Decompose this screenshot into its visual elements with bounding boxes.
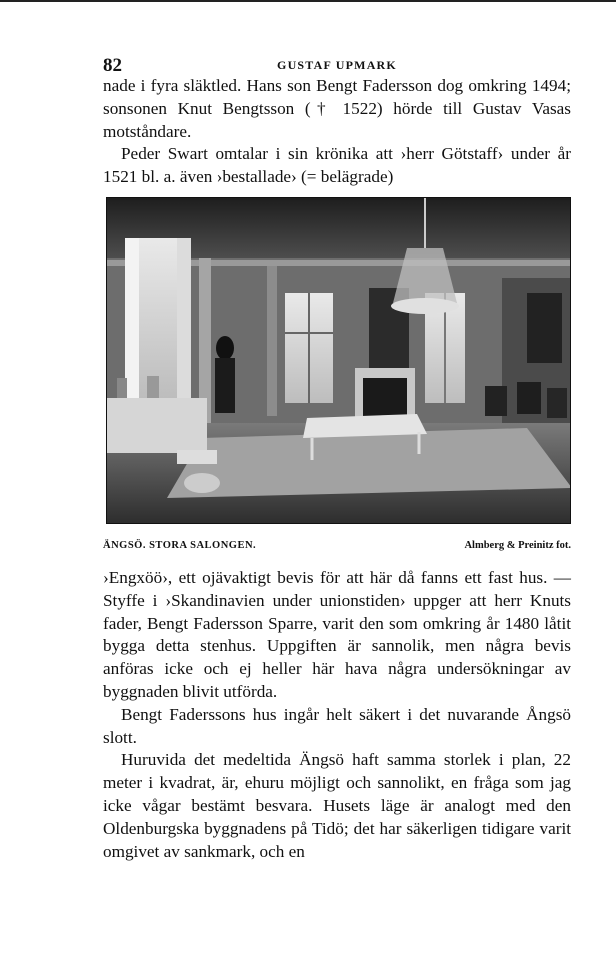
top-rule: [0, 0, 616, 2]
body-text-block: [103, 567, 571, 863]
top-text-block: [103, 75, 571, 189]
page-number: 82: [103, 55, 122, 76]
figure-caption: [103, 540, 571, 554]
paragraph-huruvida: Huruvida det medeltida Ängsö haft samma storlek i plan, 22 meter i kvadrat, är, ehuru möjligt och sannolikt, en fråga som jag icke vågar bestämt besvara. Husets läge är analogt med den Oldenburgska byggnadens på Tidö; det har säkerligen tidigare varit omgivet av sankmark, och en: [103, 750, 571, 861]
paragraph-engxoo: ›Engxöö›, ett ojävaktigt bevis för att här då fanns ett fast hus. — Styffe i ›Skandinavien under unionstiden› uppger att herr Knuts fader, Bengt Fadersson Sparre, varit den som omkring år 1480 låtit bygga detta stenhus. Uppgiften är sannolik, men några bevis anföras icke och ej heller här hava några undersökningar av byggnaden blivit utförda.: [103, 568, 571, 701]
caption-title: ÄNGSÖ. STORA SALONGEN.: [103, 540, 257, 551]
running-head: GUSTAF UPMARK: [277, 58, 397, 72]
salon-photo-illustration: [107, 198, 571, 524]
paragraph-continued: nade i fyra släktled. Hans son Bengt Fadersson dog omkring 1494; sonsonen Knut Bengtsson († 1522) hörde till Gustav Vasas motståndare.: [103, 76, 571, 141]
paragraph-bengt-hus: Bengt Faderssons hus ingår helt säkert i det nuvarande Ångsö slott.: [103, 704, 571, 747]
salon-photograph: [106, 197, 571, 524]
paragraph-peder-swart: Peder Swart omtalar i sin krönika att ›herr Götstaff› under år 1521 bl. a. även ›bestallade› (= belägrade): [103, 144, 571, 187]
caption-credit: Almberg & Preinitz fot.: [464, 540, 571, 551]
page-header: [103, 55, 571, 77]
